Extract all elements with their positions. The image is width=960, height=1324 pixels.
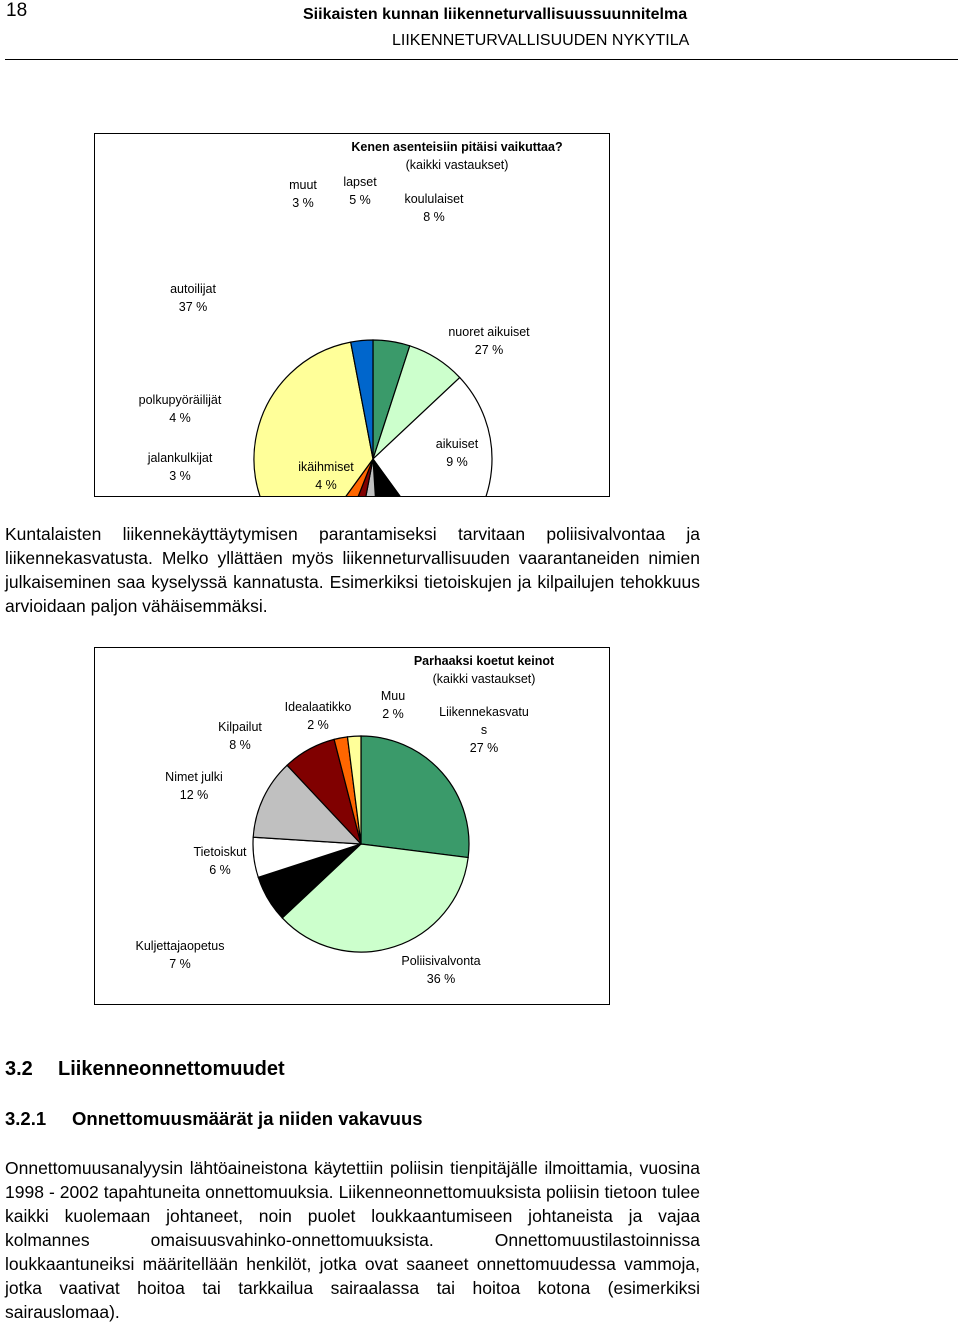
slice-label-liikennekasvatu-s: Liikennekasvatu xyxy=(439,705,529,719)
attitude-pie-svg xyxy=(95,134,609,496)
slice-value-aikuiset: 9 % xyxy=(446,455,468,469)
slice-value-kilpailut: 8 % xyxy=(229,738,251,752)
slice-value-jalankulkijat: 3 % xyxy=(169,469,191,483)
slice-value-muu: 2 % xyxy=(382,707,404,721)
slice-label-koululaiset: koululaiset xyxy=(404,192,464,206)
document-title: Siikaisten kunnan liikenneturvallisuussuunnitelma xyxy=(303,6,688,23)
slice-value-nimet-julki: 12 % xyxy=(179,788,209,802)
slice-label-muut: muut xyxy=(289,178,317,192)
slice-value-liikennekasvatu-s: 27 % xyxy=(469,741,499,755)
slice-value-idealaatikko: 2 % xyxy=(307,718,329,732)
slice-label-polkupyorailijat: polkupyöräilijät xyxy=(138,393,222,407)
slice-value-nuoret-aikuiset: 27 % xyxy=(474,343,504,357)
subsection-number: 3.2.1 xyxy=(5,1108,47,1129)
slice-value-tietoiskut: 6 % xyxy=(209,863,231,877)
slice-value-lapset: 5 % xyxy=(349,193,371,207)
attitude-pie-chart xyxy=(94,133,610,497)
slice-label-aikuiset: aikuiset xyxy=(435,437,479,451)
chart-subtitle: (kaikki vastaukset) xyxy=(432,672,536,686)
section-title: Liikenneonnettomuudet xyxy=(58,1058,285,1080)
slice-label-jalankulkijat: jalankulkijat xyxy=(147,451,213,465)
section-heading xyxy=(5,1058,285,1081)
paragraph-2: Onnettomuusanalyysin lähtöaineistona käytettiin poliisin tienpitäjälle ilmoittamia, vuosina 1998 - 2002 tapahtuneita onnettomuuksia. Liikenneonnettomuuksista poliisin tietoon tulee kaikki kuolemaan johtaneet, noin puolet loukkaantumiseen johtaneista ja vajaa kolmannes omaisuusvahinko-onnettomuuksista. Onnettomuustilastoinnissa loukkaantuneiksi määritellään henkilöt, jotka ovat saaneet onnettomuudessa vammoja, jotka vaativat hoitoa tai tarkkailua sairaalassa tai hoitoa kotona (esimerkiksi sairauslomaa). xyxy=(5,1158,700,1322)
paragraph-1: Kuntalaisten liikennekäyttäytymisen parantamiseksi tarvitaan poliisivalvontaa ja liikennekasvatusta. Melko yllättäen myös liikenneturvallisuuden vaarantaneiden nimien julkaiseminen saa kyselyssä kannatusta. Esimerkiksi tietoiskujen ja kilpailujen tehokkuus arvioidaan paljon vähäisemmäksi. xyxy=(5,524,700,616)
pie-slice-liikennekasvatu-s xyxy=(361,736,469,858)
slice-label-kuljettajaopetus: Kuljettajaopetus xyxy=(135,939,225,953)
slice-value-polkupyorailijat: 4 % xyxy=(169,411,191,425)
slice-label-muu: Muu xyxy=(380,689,406,703)
subsection-heading xyxy=(5,1108,423,1130)
slice-label-liikennekasvatu-s: s xyxy=(480,723,488,737)
slice-label-idealaatikko: Idealaatikko xyxy=(284,700,352,714)
slice-value-poliisivalvonta: 36 % xyxy=(426,972,456,986)
slice-value-ikaihmiset: 4 % xyxy=(315,478,337,492)
slice-label-lapset: lapset xyxy=(343,175,377,189)
methods-pie-chart xyxy=(94,647,610,1005)
subsection-title: Onnettomuusmäärät ja niiden vakavuus xyxy=(72,1108,423,1129)
slice-label-tietoiskut: Tietoiskut xyxy=(193,845,247,859)
page-number: 18 xyxy=(6,0,28,21)
slice-label-nimet-julki: Nimet julki xyxy=(165,770,223,784)
slice-label-kilpailut: Kilpailut xyxy=(218,720,262,734)
chapter-title: LIIKENNETURVALLISUUDEN NYKYTILA xyxy=(392,32,690,49)
slice-value-autoilijat: 37 % xyxy=(178,300,208,314)
chart-subtitle: (kaikki vastaukset) xyxy=(405,158,509,172)
slice-label-autoilijat: autoilijat xyxy=(170,282,216,296)
slice-label-ikaihmiset: ikäihmiset xyxy=(298,460,354,474)
chart-title: Parhaaksi koetut keinot xyxy=(413,654,555,668)
slice-label-nuoret-aikuiset: nuoret aikuiset xyxy=(448,325,530,339)
methods-pie-svg xyxy=(95,648,609,1004)
chart-title: Kenen asenteisiin pitäisi vaikuttaa? xyxy=(351,140,563,154)
slice-value-kuljettajaopetus: 7 % xyxy=(169,957,191,971)
header-rule xyxy=(5,59,958,60)
slice-value-koululaiset: 8 % xyxy=(423,210,445,224)
section-number: 3.2 xyxy=(5,1058,33,1080)
slice-value-muut: 3 % xyxy=(292,196,314,210)
slice-label-poliisivalvonta: Poliisivalvonta xyxy=(401,954,481,968)
